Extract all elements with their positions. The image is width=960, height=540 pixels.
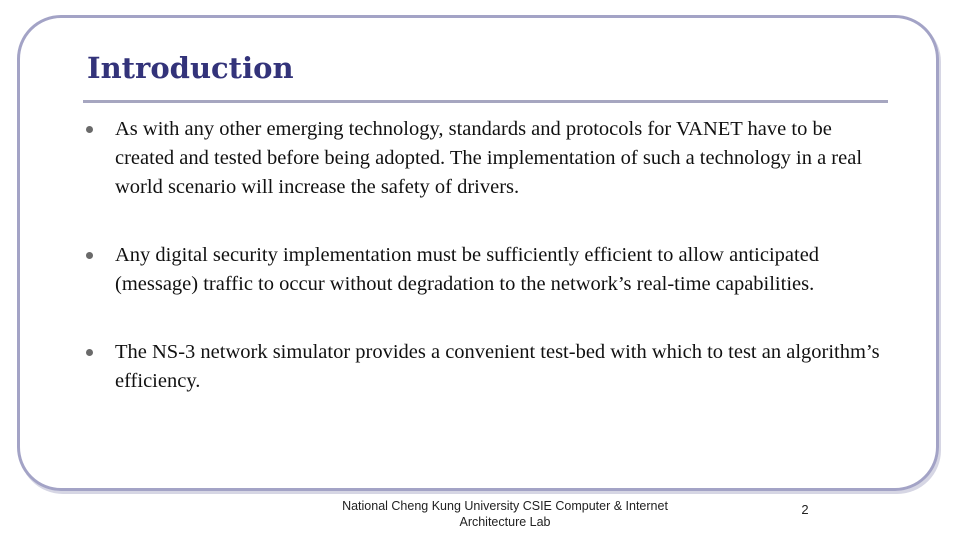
title-divider: [83, 100, 888, 103]
footer-line-2: Architecture Lab: [459, 515, 551, 529]
slide-footer: [310, 498, 700, 530]
bullet-dot-icon: [86, 126, 93, 133]
bullet-dot-icon: [86, 349, 93, 356]
bullet-item: [83, 338, 883, 396]
slide-title: Introduction: [87, 51, 294, 85]
bullet-dot-icon: [86, 252, 93, 259]
bullet-text: Any digital security implementation must be sufficiently efficient to allow anticipated (message) traffic to occur without degradation to the network’s real-time capabilities.: [115, 244, 820, 295]
bullet-text: The NS-3 network simulator provides a convenient test-bed with which to test an algorithm’s efficiency.: [115, 341, 880, 392]
bullet-item: [83, 241, 883, 299]
bullet-text: As with any other emerging technology, standards and protocols for VANET have to be created and tested before being adopted. The implementation of such a technology in a real world scenario will increase the safety of drivers.: [115, 118, 863, 198]
bullet-list: [83, 115, 883, 396]
bullet-item: [83, 115, 883, 202]
footer-line-1: National Cheng Kung University CSIE Computer & Internet: [342, 499, 668, 513]
page-number: 2: [801, 502, 809, 517]
